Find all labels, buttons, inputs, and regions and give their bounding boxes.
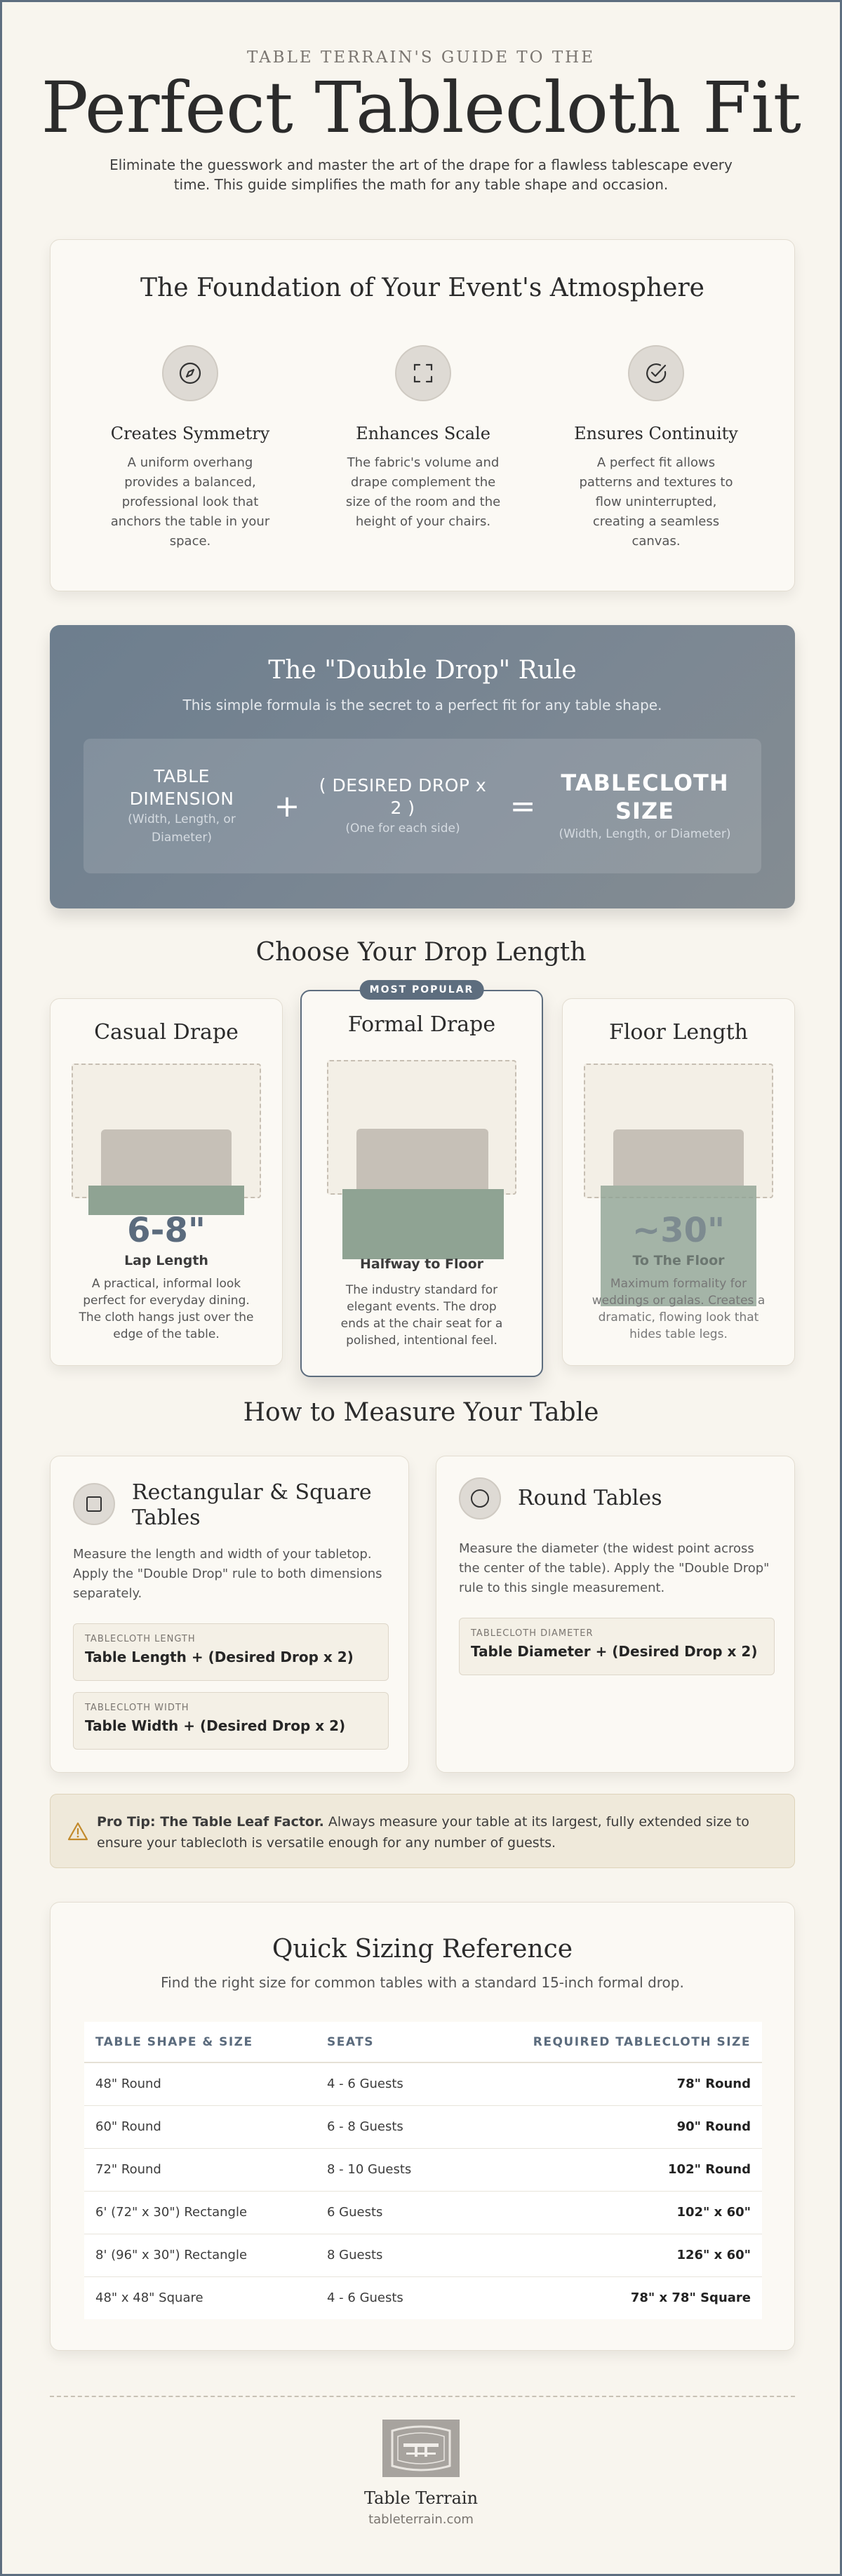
formula-term-label: ( DESIRED DROP x 2 ) (319, 775, 487, 818)
foundation-item-text: The fabric's volume and drape complement the size of the room and the height of your chairs. (345, 455, 501, 529)
pro-tip-lead: Pro Tip: The Table Leaf Factor. (97, 1814, 324, 1830)
equals-icon: = (509, 788, 536, 824)
foundation-item-title: Ensures Continuity (574, 424, 738, 443)
column-header: SEATS (316, 2022, 491, 2062)
table-cell: 4 - 6 Guests (327, 2290, 403, 2306)
pro-tip-text (97, 1811, 777, 1853)
table-shape (613, 1129, 744, 1186)
cloth-drop-shape (342, 1189, 504, 1259)
drop-card-floor (562, 998, 795, 1366)
double-drop-title: The "Double Drop" Rule (268, 656, 577, 685)
page-intro: Eliminate the guesswork and master the art of the drape for a flawless tablescape every time. This guide simplifies the math for any table shape and occasion. (109, 156, 733, 193)
circle-icon (459, 1477, 501, 1520)
formula-value: Table Width + (Desired Drop x 2) (85, 1717, 346, 1734)
table-cell: 78" Round (491, 2062, 762, 2105)
table-row (84, 2191, 762, 2234)
table-cell: 4 - 6 Guests (316, 2062, 491, 2105)
formula-label: TABLECLOTH LENGTH (85, 1634, 196, 1644)
table-row (84, 2105, 762, 2148)
formula-term-drop (315, 739, 490, 873)
formula-box-diameter (459, 1618, 775, 1675)
drop-card-casual (50, 998, 283, 1366)
table-cell: 6 Guests (316, 2191, 491, 2234)
table-terrain-logo (382, 2420, 460, 2477)
drop-card-title: Formal Drape (347, 1012, 496, 1037)
footer-divider (50, 2396, 795, 2397)
drop-label: To The Floor (632, 1253, 725, 1268)
formula-term-note: (Width, Length, or Diameter) (128, 812, 236, 845)
drop-description: Maximum formality for weddings or galas. Creates a dramatic, flowing look that hides table legs. (592, 1277, 766, 1341)
foundation-item-title: Enhances Scale (356, 424, 490, 443)
foundation-item-title: Creates Symmetry (110, 424, 270, 443)
formula-term-table (112, 739, 252, 873)
measure-title: How to Measure Your Table (243, 1398, 599, 1427)
drop-label: Lap Length (124, 1253, 208, 1268)
formula-label: TABLECLOTH DIAMETER (471, 1628, 594, 1639)
drop-card-title: Floor Length (609, 1020, 748, 1045)
table-cell: 6' (72" x 30") Rectangle (84, 2191, 316, 2234)
warning-icon (67, 1821, 88, 1842)
double-drop-subtitle: This simple formula is the secret to a perfect fit for any table shape. (182, 697, 662, 713)
formula-result (554, 739, 736, 873)
table-cell: 8' (96" x 30") Rectangle (84, 2234, 316, 2276)
compass-icon (162, 345, 218, 401)
measure-card-round (436, 1456, 795, 1773)
drop-card-formal (300, 984, 543, 1377)
sizing-table (84, 2022, 762, 2319)
pro-tip-callout (50, 1794, 795, 1868)
formula-result-label: TABLECLOTH SIZE (561, 770, 729, 824)
formula-box-length (73, 1623, 389, 1681)
measure-card-rectangular (50, 1456, 409, 1773)
foundation-item-symmetry (85, 345, 295, 551)
table-cell: 102" Round (491, 2148, 762, 2191)
formula-term-note: (One for each side) (345, 821, 460, 836)
drop-measure: 6-8" (127, 1211, 206, 1250)
infographic-page (2, 2, 840, 2574)
formula-panel (83, 739, 761, 873)
table-row (84, 2276, 762, 2319)
measure-card-desc: Measure the diameter (the widest point across the center of the table). Apply the "Double Drop" rule to this single measurement. (459, 1541, 770, 1595)
table-shape (101, 1129, 232, 1186)
table-cell: 126" x 60" (491, 2234, 762, 2276)
formula-box-width (73, 1692, 389, 1750)
table-row (84, 2234, 762, 2276)
double-drop-card (50, 625, 795, 908)
page-title: Perfect Tablecloth Fit (41, 67, 801, 149)
foundation-item-scale (318, 345, 528, 532)
table-header-row (84, 2022, 762, 2062)
drop-description: The industry standard for elegant events. The drop ends at the chair seat for a polished, intentional feel. (340, 1283, 503, 1348)
table-row (84, 2148, 762, 2191)
plus-icon: + (274, 788, 300, 824)
drop-card-title: Casual Drape (94, 1020, 239, 1045)
expand-icon (395, 345, 451, 401)
sizing-reference-card (50, 1902, 795, 2351)
reference-title: Quick Sizing Reference (272, 1935, 573, 1964)
drop-measure: ~30" (632, 1211, 726, 1250)
table-cell: 48" x 48" Square (95, 2290, 203, 2306)
foundation-item-continuity (551, 345, 761, 551)
pro-tip-body: Always measure your table at its largest, fully extended size to ensure your tablecloth is versatile enough for any number of guests. (97, 1814, 749, 1851)
table-cell: 8 - 10 Guests (316, 2148, 491, 2191)
table-shape (356, 1129, 488, 1189)
drop-length-title: Choose Your Drop Length (255, 938, 587, 967)
formula-term-label: TABLE DIMENSION (129, 766, 234, 809)
footer-brand: Table Terrain (363, 2488, 479, 2508)
formula-result-note: (Width, Length, or Diameter) (559, 827, 731, 841)
table-cell: 102" x 60" (491, 2191, 762, 2234)
measure-card-title: Round Tables (518, 1486, 662, 1510)
formula-label: TABLECLOTH WIDTH (85, 1703, 189, 1713)
column-header: TABLE SHAPE & SIZE (84, 2022, 316, 2062)
table-cell: 90" Round (491, 2105, 762, 2148)
table-cell: 48" Round (84, 2062, 316, 2105)
check-circle-icon (628, 345, 684, 401)
column-header: REQUIRED TABLECLOTH SIZE (491, 2022, 762, 2062)
most-popular-badge: MOST POPULAR (360, 980, 484, 1000)
drop-label: Halfway to Floor (359, 1256, 483, 1272)
drop-description: A practical, informal look perfect for everyday dining. The cloth hangs just over the edge of the table. (79, 1277, 254, 1341)
measure-card-title: Rectangular & Square Tables (132, 1480, 372, 1530)
formula-value: Table Diameter + (Desired Drop x 2) (471, 1643, 758, 1660)
table-cell: 6 - 8 Guests (316, 2105, 491, 2148)
table-cell: 78" x 78" Square (630, 2290, 751, 2306)
foundation-title: The Foundation of Your Event's Atmosphere (140, 274, 704, 302)
measure-card-desc: Measure the length and width of your tabletop. Apply the "Double Drop" rule to both dimensions separately. (73, 1547, 382, 1601)
table-cell: 60" Round (84, 2105, 316, 2148)
foundation-card (50, 239, 795, 591)
foundation-item-text: A uniform overhang provides a balanced, professional look that anchors the table in your space. (110, 455, 270, 549)
page-kicker: TABLE TERRAIN'S GUIDE TO THE (246, 48, 596, 67)
reference-subtitle: Find the right size for common tables with a standard 15-inch formal drop. (161, 1974, 684, 1991)
footer-url[interactable]: tableterrain.com (368, 2512, 474, 2527)
table-cell: 72" Round (84, 2148, 316, 2191)
table-row (84, 2062, 762, 2105)
square-icon (73, 1483, 115, 1525)
table-cell: 8 Guests (316, 2234, 491, 2276)
formula-value: Table Length + (Desired Drop x 2) (85, 1649, 354, 1665)
foundation-item-text: A perfect fit allows patterns and textures to flow uninterrupted, creating a seamless canvas. (579, 455, 733, 549)
